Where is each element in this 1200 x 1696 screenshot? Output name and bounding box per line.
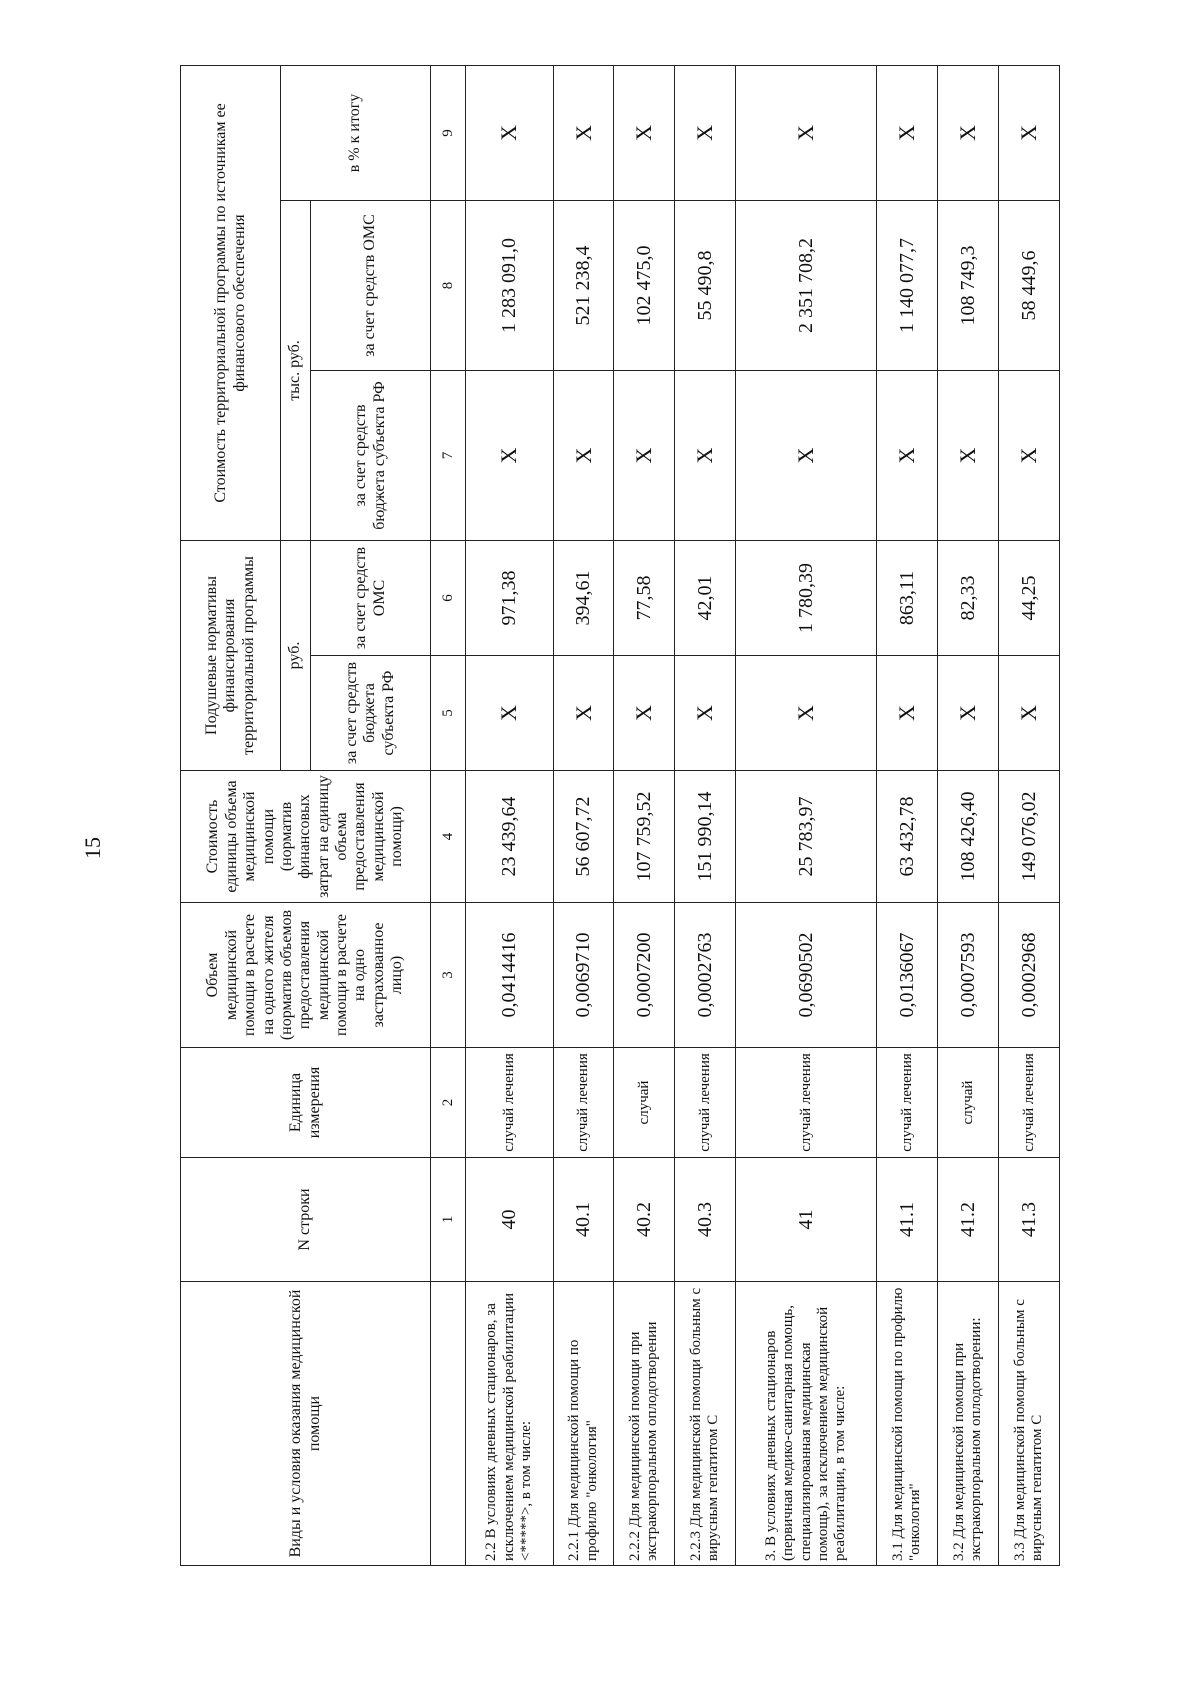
header-unit-rub: руб.: [281, 540, 311, 770]
row-unit: случай лечения: [877, 1048, 938, 1158]
row-norm-oms: 394,61: [553, 540, 614, 655]
row-cost-budget: X: [877, 370, 938, 540]
row-number: 40.2: [614, 1158, 675, 1282]
header-unit-thous-rub: тыс. руб.: [281, 200, 311, 540]
row-label: 2.2.2 Для медицинской помощи при экстракорпоральном оплодотворении: [614, 1282, 675, 1566]
header-kinds: Виды и условия оказания медицинской помощи: [181, 1282, 431, 1566]
row-unit-cost: 107 759,52: [614, 771, 675, 903]
row-number: 41: [736, 1158, 877, 1282]
table-row: [614, 65, 675, 1565]
row-norm-budget: X: [736, 656, 877, 771]
row-cost-oms: 102 475,0: [614, 200, 675, 370]
column-number: 5: [431, 656, 466, 771]
table-row: [999, 65, 1060, 1565]
table-row: [466, 65, 554, 1565]
row-unit: случай лечения: [553, 1048, 614, 1158]
row-label: 2.2.1 Для медицинской помощи по профилю "онкология": [553, 1282, 614, 1566]
row-cost-percent: X: [614, 65, 675, 200]
header-norm-budget: за счет средств бюджета субъекта РФ: [311, 656, 431, 771]
column-number: 1: [431, 1158, 466, 1282]
row-unit: случай: [938, 1048, 999, 1158]
row-label: 3. В условиях дневных стационаров (первичная медико-санитарная помощь, специализированная медицинская помощь), за исключением медицинской реабилитации, в том числе:: [736, 1282, 877, 1566]
row-norm-oms: 971,38: [466, 540, 554, 655]
table-row: [736, 65, 877, 1565]
row-cost-budget: X: [466, 370, 554, 540]
row-volume: 0,0007200: [614, 903, 675, 1048]
row-norm-budget: X: [466, 656, 554, 771]
header-cost-oms: за счет средств ОМС: [311, 200, 431, 370]
row-number: 41.2: [938, 1158, 999, 1282]
header-norm-oms: за счет средств ОМС: [311, 540, 431, 655]
header-per-capita-norms: Подушевые нормативы финансирования территориальной программы: [181, 540, 281, 770]
row-unit: случай лечения: [675, 1048, 736, 1158]
row-unit: случай лечения: [999, 1048, 1060, 1158]
row-norm-oms: 1 780,39: [736, 540, 877, 655]
row-number: 41.3: [999, 1158, 1060, 1282]
row-cost-percent: X: [938, 65, 999, 200]
row-cost-budget: X: [999, 370, 1060, 540]
financing-table: [180, 65, 1060, 1566]
row-number: 40.3: [675, 1158, 736, 1282]
row-label: 2.2.3 Для медицинской помощи больным с вирусным гепатитом С: [675, 1282, 736, 1566]
row-unit-cost: 108 426,40: [938, 771, 999, 903]
row-label: 3.3 Для медицинской помощи больным с вирусным гепатитом С: [999, 1282, 1060, 1566]
row-cost-oms: 521 238,4: [553, 200, 614, 370]
row-cost-budget: X: [614, 370, 675, 540]
column-number: 3: [431, 903, 466, 1048]
header-program-cost: Стоимость территориальной программы по источникам ее финансового обеспечения: [181, 65, 281, 540]
row-cost-percent: X: [877, 65, 938, 200]
column-number: 8: [431, 200, 466, 370]
header-cost-budget: за счет средств бюджета субъекта РФ: [311, 370, 431, 540]
row-norm-oms: 44,25: [999, 540, 1060, 655]
header-volume: Объем медицинской помощи в расчете на одного жителя (норматив объемов предоставления медицинской помощи в расчете на одно застрахованное лицо): [181, 903, 431, 1048]
row-cost-budget: X: [736, 370, 877, 540]
row-unit-cost: 25 783,97: [736, 771, 877, 903]
row-unit-cost: 149 076,02: [999, 771, 1060, 903]
row-norm-budget: X: [999, 656, 1060, 771]
row-cost-oms: 108 749,3: [938, 200, 999, 370]
row-cost-percent: X: [553, 65, 614, 200]
row-volume: 0,0136067: [877, 903, 938, 1048]
rotated-table-container: [180, 66, 1060, 1566]
table-header: [181, 65, 466, 1565]
table-row: [553, 65, 614, 1565]
column-number: 9: [431, 65, 466, 200]
row-norm-oms: 863,11: [877, 540, 938, 655]
column-number: 2: [431, 1048, 466, 1158]
row-norm-oms: 42,01: [675, 540, 736, 655]
row-volume: 0,0002763: [675, 903, 736, 1048]
row-unit-cost: 56 607,72: [553, 771, 614, 903]
row-cost-percent: X: [466, 65, 554, 200]
row-norm-budget: X: [553, 656, 614, 771]
table-body: [466, 65, 1060, 1565]
column-number: 7: [431, 370, 466, 540]
row-norm-oms: 82,33: [938, 540, 999, 655]
row-cost-oms: 1 283 091,0: [466, 200, 554, 370]
row-cost-oms: 2 351 708,2: [736, 200, 877, 370]
row-volume: 0,0414416: [466, 903, 554, 1048]
header-row-number: N строки: [181, 1158, 431, 1282]
row-volume: 0,0069710: [553, 903, 614, 1048]
row-norm-budget: X: [877, 656, 938, 771]
page-number: 15: [80, 837, 105, 859]
row-unit: случай лечения: [466, 1048, 554, 1158]
row-unit: случай: [614, 1048, 675, 1158]
row-label: 3.2 Для медицинской помощи при экстракорпоральном оплодотворении:: [938, 1282, 999, 1566]
column-number: 6: [431, 540, 466, 655]
row-number: 40.1: [553, 1158, 614, 1282]
table-row: [675, 65, 736, 1565]
column-number-row: [431, 65, 466, 1565]
row-volume: 0,0690502: [736, 903, 877, 1048]
row-norm-budget: X: [938, 656, 999, 771]
row-cost-budget: X: [675, 370, 736, 540]
row-unit-cost: 151 990,14: [675, 771, 736, 903]
row-label: 2.2 В условиях дневных стационаров, за исключением медицинской реабилитации <*****>, в том числе:: [466, 1282, 554, 1566]
row-volume: 0,0002968: [999, 903, 1060, 1048]
column-number: [431, 1282, 466, 1566]
row-unit: случай лечения: [736, 1048, 877, 1158]
row-norm-oms: 77,58: [614, 540, 675, 655]
row-unit-cost: 23 439,64: [466, 771, 554, 903]
row-cost-percent: X: [736, 65, 877, 200]
header-cost-percent: в % к итогу: [281, 65, 431, 200]
row-cost-oms: 58 449,6: [999, 200, 1060, 370]
table-row: [877, 65, 938, 1565]
row-label: 3.1 Для медицинской помощи по профилю "онкология": [877, 1282, 938, 1566]
row-number: 41.1: [877, 1158, 938, 1282]
table-row: [938, 65, 999, 1565]
header-unit: Единица измерения: [181, 1048, 431, 1158]
row-cost-percent: X: [675, 65, 736, 200]
row-cost-percent: X: [999, 65, 1060, 200]
column-number: 4: [431, 771, 466, 903]
row-norm-budget: X: [675, 656, 736, 771]
row-number: 40: [466, 1158, 554, 1282]
header-unit-cost: Стоимость единицы объема медицинской помощи (норматив финансовых затрат на единицу объема предоставления медицинской помощи): [181, 771, 431, 903]
row-cost-budget: X: [938, 370, 999, 540]
row-norm-budget: X: [614, 656, 675, 771]
row-volume: 0,0007593: [938, 903, 999, 1048]
row-cost-oms: 55 490,8: [675, 200, 736, 370]
row-unit-cost: 63 432,78: [877, 771, 938, 903]
row-cost-oms: 1 140 077,7: [877, 200, 938, 370]
row-cost-budget: X: [553, 370, 614, 540]
